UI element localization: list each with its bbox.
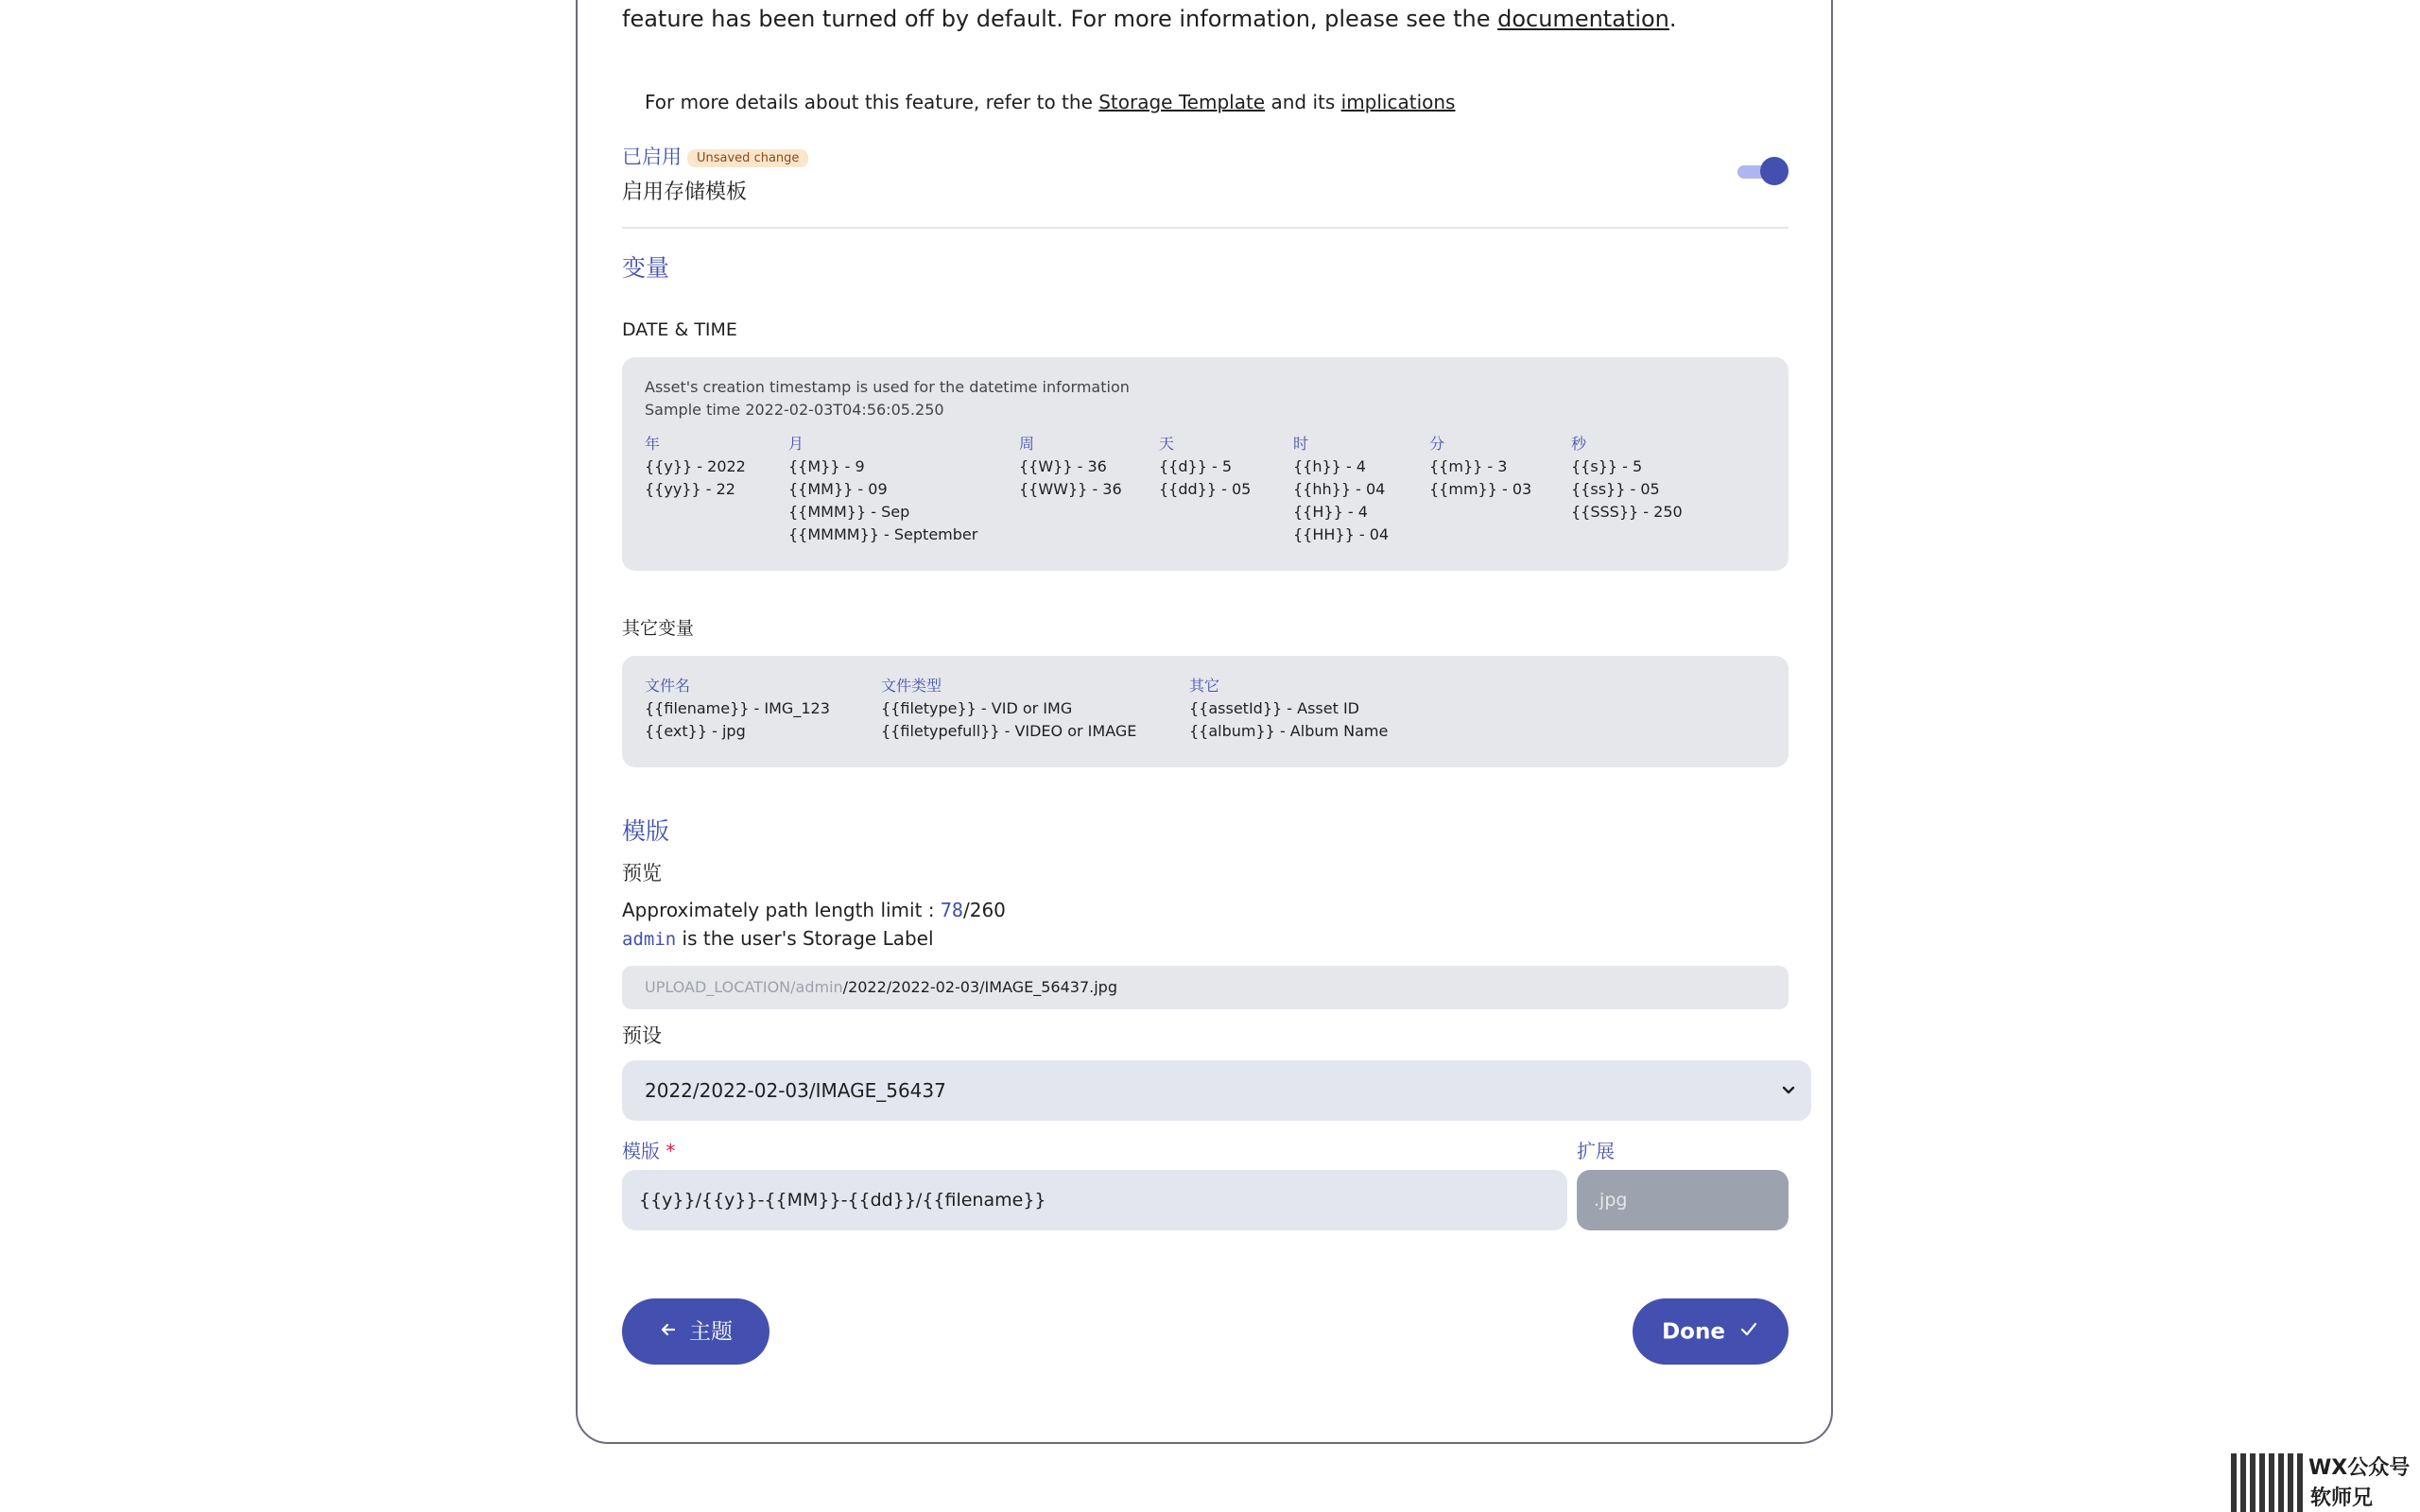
intro-text bbox=[622, 0, 1789, 38]
datetime-note-2: Sample time 2022-02-03T04:56:05.250 bbox=[645, 401, 944, 419]
variable-item: {{MM}} - 09 bbox=[788, 480, 888, 498]
intro-text-before: feature has been turned off by default. For more information, please see the bbox=[622, 6, 1498, 32]
datetime-heading: DATE & TIME bbox=[622, 319, 737, 340]
variable-item: {{hh}} - 04 bbox=[1293, 480, 1386, 498]
template-input[interactable]: {{y}}/{{y}}-{{MM}}-{{dd}}/{{filename}} bbox=[622, 1170, 1567, 1230]
variable-column bbox=[1429, 433, 1531, 501]
variable-item: {{W}} - 36 bbox=[1019, 457, 1107, 475]
variable-column bbox=[645, 675, 830, 743]
variable-item: {{m}} - 3 bbox=[1429, 457, 1508, 475]
check-icon bbox=[1738, 1299, 1759, 1366]
preset-select[interactable] bbox=[622, 1060, 1811, 1121]
storage-label-code: admin bbox=[622, 929, 677, 950]
done-button-label: Done bbox=[1662, 1319, 1725, 1345]
variable-column-title: 天 bbox=[1159, 435, 1175, 453]
datetime-panel bbox=[622, 357, 1789, 571]
path-length-info bbox=[622, 896, 1789, 924]
variable-item: {{MMM}} - Sep bbox=[788, 503, 910, 521]
variable-item: {{assetId}} - Asset ID bbox=[1189, 699, 1359, 717]
path-prefix: UPLOAD_LOCATION/admin bbox=[645, 978, 843, 996]
variable-item: {{filetypefull}} - VIDEO or IMAGE bbox=[881, 722, 1137, 740]
watermark-line-1: WX公众号 bbox=[2308, 1456, 2411, 1480]
variable-item: {{H}} - 4 bbox=[1293, 503, 1368, 521]
enabled-label: 已启用 bbox=[622, 146, 682, 168]
variable-item: {{h}} - 4 bbox=[1293, 457, 1366, 475]
path-length-separator: / bbox=[962, 899, 970, 921]
template-label-text: 模版 bbox=[622, 1140, 660, 1162]
qr-code-icon bbox=[2231, 1453, 2303, 1512]
extension-input: .jpg bbox=[1577, 1170, 1789, 1230]
storage-label-text: is the user's Storage Label bbox=[676, 927, 934, 950]
variable-item: {{s}} - 5 bbox=[1571, 457, 1643, 475]
path-value: /2022/2022-02-03/IMAGE_56437.jpg bbox=[842, 978, 1117, 996]
back-to-theme-button[interactable] bbox=[622, 1298, 769, 1365]
variable-item: {{HH}} - 04 bbox=[1293, 525, 1390, 543]
variable-column bbox=[788, 433, 977, 546]
template-label bbox=[622, 1136, 1189, 1163]
watermark bbox=[2231, 1452, 2420, 1512]
enabled-description: 启用存储模板 bbox=[622, 180, 748, 204]
variable-item: {{M}} - 9 bbox=[788, 457, 865, 475]
variable-column-title: 文件名 bbox=[645, 677, 691, 695]
variable-column bbox=[1189, 675, 1388, 743]
implications-link[interactable]: implications bbox=[1340, 91, 1456, 113]
enable-storage-template-toggle[interactable] bbox=[1737, 157, 1789, 187]
variable-item: {{ss}} - 05 bbox=[1571, 480, 1660, 498]
extension-label: 扩展 bbox=[1577, 1140, 1615, 1162]
variable-item: {{y}} - 2022 bbox=[645, 457, 746, 475]
variable-item: {{album}} - Album Name bbox=[1189, 722, 1389, 740]
back-button-label: 主题 bbox=[689, 1319, 733, 1345]
documentation-link[interactable]: documentation bbox=[1497, 6, 1669, 32]
variable-column bbox=[881, 675, 1136, 743]
variable-column-title: 分 bbox=[1429, 435, 1445, 453]
preset-label: 预设 bbox=[622, 1024, 662, 1047]
required-mark: * bbox=[666, 1140, 676, 1162]
variable-column bbox=[645, 433, 746, 501]
arrow-left-icon bbox=[659, 1299, 678, 1366]
variable-column-title: 秒 bbox=[1571, 435, 1587, 453]
variables-heading: 变量 bbox=[622, 254, 670, 282]
done-button[interactable] bbox=[1633, 1298, 1789, 1365]
divider bbox=[622, 227, 1789, 229]
variable-column-title: 文件类型 bbox=[881, 677, 942, 695]
details-text bbox=[645, 91, 1811, 113]
variable-column-title: 周 bbox=[1019, 435, 1035, 453]
variable-item: {{yy}} - 22 bbox=[645, 480, 735, 498]
path-length-prefix: Approximately path length limit : bbox=[622, 899, 941, 921]
variable-item: {{d}} - 5 bbox=[1159, 457, 1232, 475]
variable-item: {{mm}} - 03 bbox=[1429, 480, 1532, 498]
variable-column bbox=[1019, 433, 1122, 501]
preview-label: 预览 bbox=[622, 862, 662, 885]
variable-column-title: 时 bbox=[1293, 435, 1309, 453]
variable-column bbox=[1293, 433, 1389, 546]
variable-item: {{dd}} - 05 bbox=[1159, 480, 1252, 498]
other-variables-heading: 其它变量 bbox=[622, 618, 695, 639]
variable-item: {{ext}} - jpg bbox=[645, 722, 746, 740]
variable-column-title: 其它 bbox=[1189, 677, 1220, 695]
variable-column-title: 月 bbox=[788, 435, 804, 453]
storage-template-link[interactable]: Storage Template bbox=[1098, 91, 1266, 113]
toggle-knob bbox=[1760, 157, 1789, 185]
variable-column bbox=[1571, 433, 1683, 524]
variable-column-title: 年 bbox=[645, 435, 661, 453]
watermark-line-2: 软师兄 bbox=[2310, 1486, 2374, 1510]
variable-item: {{filename}} - IMG_123 bbox=[645, 699, 830, 717]
datetime-note-1: Asset's creation timestamp is used for the datetime information bbox=[645, 378, 1130, 396]
variable-column bbox=[1159, 433, 1251, 501]
details-middle: and its bbox=[1265, 91, 1341, 113]
details-prefix: For more details about this feature, refer to the bbox=[645, 91, 1099, 113]
enable-storage-template-row bbox=[622, 142, 1789, 208]
path-length-max: 260 bbox=[969, 899, 1006, 921]
path-preview bbox=[622, 966, 1789, 1009]
variable-item: {{MMMM}} - September bbox=[788, 525, 978, 543]
chevron-down-icon bbox=[1781, 1060, 1796, 1146]
storage-label-info bbox=[622, 924, 1789, 954]
other-variables-panel bbox=[622, 656, 1789, 767]
unsaved-change-badge: Unsaved change bbox=[687, 149, 808, 167]
path-length-current: 78 bbox=[940, 899, 963, 921]
template-heading: 模版 bbox=[622, 817, 670, 845]
preset-selected-value: 2022/2022-02-03/IMAGE_56437 bbox=[645, 1079, 946, 1102]
variable-item: {{SSS}} - 250 bbox=[1571, 503, 1683, 521]
variable-item: {{WW}} - 36 bbox=[1019, 480, 1122, 498]
intro-text-after: . bbox=[1668, 6, 1677, 32]
variable-item: {{filetype}} - VID or IMG bbox=[881, 699, 1073, 717]
